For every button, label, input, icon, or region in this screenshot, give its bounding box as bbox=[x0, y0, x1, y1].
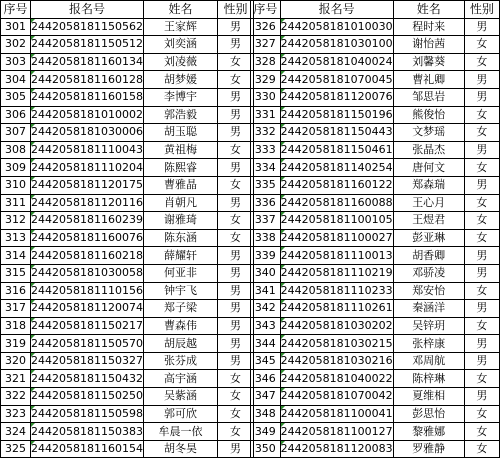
cell-no[interactable]: 345 bbox=[251, 352, 281, 370]
cell-name[interactable]: 胡玉聪 bbox=[143, 124, 217, 142]
cell-name[interactable]: 高宇涵 bbox=[143, 370, 217, 388]
cell-id[interactable]: 2442058181030215 bbox=[280, 335, 393, 353]
cell-sex[interactable]: 男 bbox=[217, 18, 253, 36]
cell-name[interactable]: 肖朝凡 bbox=[143, 194, 217, 212]
cell-no[interactable]: 320 bbox=[1, 352, 31, 370]
table-row bbox=[251, 423, 500, 441]
cell-id[interactable]: 2442058181160122 bbox=[280, 176, 393, 194]
cell-name[interactable]: 胡辰越 bbox=[143, 335, 217, 353]
table-row bbox=[251, 212, 500, 230]
cell-name[interactable]: 黄祖梅 bbox=[143, 141, 217, 159]
cell-no[interactable]: 324 bbox=[1, 423, 31, 441]
cell-sex[interactable]: 男 bbox=[464, 335, 499, 353]
cell-name[interactable]: 何亚非 bbox=[143, 264, 217, 282]
cell-name[interactable]: 郑安怡 bbox=[393, 282, 464, 300]
cell-name[interactable]: 薛耀轩 bbox=[143, 247, 217, 265]
table-row bbox=[251, 194, 500, 212]
cell-id[interactable]: 2442058181150598 bbox=[31, 405, 144, 423]
cell-no[interactable]: 344 bbox=[251, 335, 281, 353]
cell-no[interactable]: 319 bbox=[1, 335, 31, 353]
cell-no[interactable]: 330 bbox=[251, 88, 281, 106]
cell-sex[interactable]: 男 bbox=[217, 36, 253, 54]
cell-sex[interactable]: 男 bbox=[217, 335, 253, 353]
cell-sex[interactable]: 男 bbox=[464, 264, 499, 282]
cell-name[interactable]: 唐何文 bbox=[393, 159, 464, 177]
cell-no[interactable]: 318 bbox=[1, 317, 31, 335]
cell-id[interactable]: 2442058181070045 bbox=[280, 71, 393, 89]
cell-name[interactable]: 夏维相 bbox=[393, 388, 464, 406]
cell-name[interactable]: 文梦瑶 bbox=[393, 124, 464, 142]
cell-no[interactable]: 329 bbox=[251, 71, 281, 89]
cell-name[interactable]: 程时来 bbox=[393, 18, 464, 36]
cell-sex[interactable]: 女 bbox=[464, 53, 499, 71]
cell-sex[interactable]: 男 bbox=[464, 388, 499, 406]
header-no[interactable]: 序号 bbox=[1, 1, 31, 19]
cell-name[interactable]: 刘馨葵 bbox=[393, 53, 464, 71]
cell-sex[interactable]: 男 bbox=[464, 71, 499, 89]
cell-sex[interactable]: 男 bbox=[217, 317, 253, 335]
cell-name[interactable]: 刘凌薇 bbox=[143, 53, 217, 71]
table-row bbox=[1, 247, 254, 265]
cell-sex[interactable]: 女 bbox=[464, 423, 499, 441]
cell-no[interactable]: 332 bbox=[251, 124, 281, 142]
cell-sex[interactable]: 女 bbox=[464, 405, 499, 423]
cell-no[interactable]: 339 bbox=[251, 247, 281, 265]
cell-no[interactable]: 311 bbox=[1, 194, 31, 212]
cell-no[interactable]: 302 bbox=[1, 36, 31, 54]
roster-table-right bbox=[250, 0, 500, 458]
table-row bbox=[1, 370, 254, 388]
table-row bbox=[1, 71, 254, 89]
cell-no[interactable]: 308 bbox=[1, 141, 31, 159]
cell-id[interactable]: 2442058181030202 bbox=[280, 317, 393, 335]
cell-sex[interactable]: 男 bbox=[464, 352, 499, 370]
cell-id[interactable]: 2442058181010030 bbox=[280, 18, 393, 36]
cell-no[interactable]: 331 bbox=[251, 106, 281, 124]
cell-no[interactable]: 340 bbox=[251, 264, 281, 282]
cell-name[interactable]: 张晶杰 bbox=[393, 141, 464, 159]
cell-name[interactable]: 牟晨一依 bbox=[143, 423, 217, 441]
cell-id[interactable]: 2442058181100127 bbox=[280, 423, 393, 441]
cell-id[interactable]: 2442058181010002 bbox=[31, 106, 144, 124]
cell-name[interactable]: 胡梦媛 bbox=[143, 71, 217, 89]
cell-id[interactable]: 2442058181160128 bbox=[31, 71, 144, 89]
table-row bbox=[251, 229, 500, 247]
cell-id[interactable]: 2442058181150443 bbox=[280, 124, 393, 142]
cell-no[interactable]: 306 bbox=[1, 106, 31, 124]
cell-id[interactable]: 2442058181160154 bbox=[31, 440, 144, 458]
cell-id[interactable]: 2442058181120076 bbox=[280, 88, 393, 106]
cell-sex[interactable]: 男 bbox=[217, 300, 253, 318]
cell-sex[interactable]: 男 bbox=[217, 88, 253, 106]
cell-id[interactable]: 2442058181110204 bbox=[31, 159, 144, 177]
table-row bbox=[251, 264, 500, 282]
cell-no[interactable]: 348 bbox=[251, 405, 281, 423]
cell-name[interactable]: 谢怡茜 bbox=[393, 36, 464, 54]
cell-id[interactable]: 2442058181030100 bbox=[280, 36, 393, 54]
cell-sex[interactable]: 男 bbox=[464, 88, 499, 106]
cell-id[interactable]: 2442058181040024 bbox=[280, 53, 393, 71]
cell-no[interactable]: 304 bbox=[1, 71, 31, 89]
cell-sex[interactable]: 男 bbox=[217, 352, 253, 370]
cell-name[interactable]: 熊俊怡 bbox=[393, 106, 464, 124]
cell-name[interactable]: 陈东涵 bbox=[143, 229, 217, 247]
cell-name[interactable]: 李博宇 bbox=[143, 88, 217, 106]
cell-name[interactable]: 邹思岩 bbox=[393, 88, 464, 106]
cell-id[interactable]: 2442058181150217 bbox=[31, 317, 144, 335]
cell-sex[interactable]: 女 bbox=[464, 317, 499, 335]
cell-name[interactable]: 谢雅琦 bbox=[143, 212, 217, 230]
cell-name[interactable]: 张芬成 bbox=[143, 352, 217, 370]
cell-no[interactable]: 334 bbox=[251, 159, 281, 177]
cell-no[interactable]: 305 bbox=[1, 88, 31, 106]
table-row bbox=[1, 335, 254, 353]
cell-no[interactable]: 336 bbox=[251, 194, 281, 212]
table-row bbox=[251, 71, 500, 89]
cell-id[interactable]: 2442058181030058 bbox=[31, 264, 144, 282]
table-row bbox=[1, 264, 254, 282]
roster-body-right bbox=[251, 18, 500, 458]
cell-name[interactable]: 郭浩毅 bbox=[143, 106, 217, 124]
cell-name[interactable]: 郑子梁 bbox=[143, 300, 217, 318]
table-row bbox=[1, 159, 254, 177]
cell-sex[interactable]: 男 bbox=[217, 106, 253, 124]
cell-id[interactable]: 2442058181120074 bbox=[31, 300, 144, 318]
cell-name[interactable]: 邓周航 bbox=[393, 352, 464, 370]
cell-name[interactable]: 陈熙睿 bbox=[143, 159, 217, 177]
table-row bbox=[251, 352, 500, 370]
cell-sex[interactable]: 女 bbox=[217, 53, 253, 71]
cell-name[interactable]: 王煜君 bbox=[393, 212, 464, 230]
cell-id[interactable]: 2442058181070042 bbox=[280, 388, 393, 406]
cell-no[interactable]: 312 bbox=[1, 212, 31, 230]
cell-sex[interactable]: 女 bbox=[217, 71, 253, 89]
cell-name[interactable]: 黎雅娜 bbox=[393, 423, 464, 441]
cell-id[interactable]: 2442058181160076 bbox=[31, 229, 144, 247]
cell-name[interactable]: 郑森瑞 bbox=[393, 176, 464, 194]
cell-sex[interactable]: 女 bbox=[464, 370, 499, 388]
roster-body-left bbox=[1, 18, 254, 458]
cell-id[interactable]: 2442058181160239 bbox=[31, 212, 144, 230]
cell-sex[interactable]: 女 bbox=[464, 212, 499, 230]
cell-sex[interactable]: 女 bbox=[464, 124, 499, 142]
cell-no[interactable]: 321 bbox=[1, 370, 31, 388]
cell-no[interactable]: 341 bbox=[251, 282, 281, 300]
table-row bbox=[1, 176, 254, 194]
cell-sex[interactable]: 女 bbox=[217, 405, 253, 423]
cell-id[interactable]: 2442058181150250 bbox=[31, 388, 144, 406]
cell-sex[interactable]: 男 bbox=[217, 282, 253, 300]
cell-id[interactable]: 2442058181150432 bbox=[31, 370, 144, 388]
table-row bbox=[251, 282, 500, 300]
cell-sex[interactable]: 女 bbox=[217, 370, 253, 388]
header-name[interactable]: 姓名 bbox=[393, 1, 464, 19]
cell-name[interactable]: 刘奕涵 bbox=[143, 36, 217, 54]
cell-id[interactable]: 2442058181160218 bbox=[31, 247, 144, 265]
cell-no[interactable]: 325 bbox=[1, 440, 31, 458]
table-row bbox=[1, 106, 254, 124]
table-row bbox=[1, 317, 254, 335]
cell-sex[interactable]: 女 bbox=[464, 229, 499, 247]
cell-name[interactable]: 曹森伟 bbox=[143, 317, 217, 335]
cell-sex[interactable]: 男 bbox=[464, 176, 499, 194]
cell-no[interactable]: 309 bbox=[1, 159, 31, 177]
cell-name[interactable]: 曹礼卿 bbox=[393, 71, 464, 89]
cell-id[interactable]: 2442058181150383 bbox=[31, 423, 144, 441]
header-row bbox=[251, 1, 500, 19]
header-sex[interactable]: 性别 bbox=[464, 1, 499, 19]
cell-name[interactable]: 吴锌玥 bbox=[393, 317, 464, 335]
table-row bbox=[1, 141, 254, 159]
cell-id[interactable]: 2442058181150570 bbox=[31, 335, 144, 353]
cell-name[interactable]: 胡香卿 bbox=[393, 247, 464, 265]
cell-no[interactable]: 349 bbox=[251, 423, 281, 441]
cell-sex[interactable]: 女 bbox=[464, 440, 499, 458]
cell-id[interactable]: 2442058181100027 bbox=[280, 229, 393, 247]
cell-id[interactable]: 2442058181160088 bbox=[280, 194, 393, 212]
cell-no[interactable]: 310 bbox=[1, 176, 31, 194]
cell-no[interactable]: 335 bbox=[251, 176, 281, 194]
cell-no[interactable]: 343 bbox=[251, 317, 281, 335]
table-row bbox=[251, 53, 500, 71]
cell-name[interactable]: 曹雅晶 bbox=[143, 176, 217, 194]
cell-no[interactable]: 317 bbox=[1, 300, 31, 318]
cell-sex[interactable]: 女 bbox=[217, 176, 253, 194]
table-row bbox=[1, 352, 254, 370]
cell-id[interactable]: 2442058181110156 bbox=[31, 282, 144, 300]
header-name[interactable]: 姓名 bbox=[143, 1, 217, 19]
table-row bbox=[1, 212, 254, 230]
cell-id[interactable]: 2442058181110261 bbox=[280, 300, 393, 318]
cell-id[interactable]: 2442058181100105 bbox=[280, 212, 393, 230]
header-id[interactable]: 报名号 bbox=[280, 1, 393, 19]
cell-name[interactable]: 彭亚琳 bbox=[393, 229, 464, 247]
table-row bbox=[251, 247, 500, 265]
cell-no[interactable]: 322 bbox=[1, 388, 31, 406]
cell-name[interactable]: 胡冬昊 bbox=[143, 440, 217, 458]
table-row bbox=[1, 88, 254, 106]
cell-sex[interactable]: 男 bbox=[217, 159, 253, 177]
cell-sex[interactable]: 男 bbox=[217, 247, 253, 265]
table-row bbox=[251, 405, 500, 423]
table-row bbox=[251, 18, 500, 36]
cell-name[interactable]: 罗雅静 bbox=[393, 440, 464, 458]
table-row bbox=[1, 300, 254, 318]
cell-id[interactable]: 2442058181110013 bbox=[280, 247, 393, 265]
cell-sex[interactable]: 男 bbox=[217, 124, 253, 142]
header-row bbox=[1, 1, 254, 19]
cell-sex[interactable]: 女 bbox=[464, 282, 499, 300]
table-row bbox=[1, 18, 254, 36]
cell-no[interactable]: 347 bbox=[251, 388, 281, 406]
cell-sex[interactable]: 女 bbox=[464, 194, 499, 212]
cell-sex[interactable]: 女 bbox=[217, 212, 253, 230]
cell-sex[interactable]: 女 bbox=[464, 106, 499, 124]
table-row bbox=[251, 440, 500, 458]
cell-id[interactable]: 2442058181040022 bbox=[280, 370, 393, 388]
table-row bbox=[251, 176, 500, 194]
table-row bbox=[251, 141, 500, 159]
cell-id[interactable]: 2442058181030216 bbox=[280, 352, 393, 370]
table-row bbox=[1, 388, 254, 406]
table-row bbox=[1, 405, 254, 423]
cell-name[interactable]: 王家辉 bbox=[143, 18, 217, 36]
cell-id[interactable]: 2442058181160158 bbox=[31, 88, 144, 106]
cell-id[interactable]: 2442058181150512 bbox=[31, 36, 144, 54]
table-row bbox=[251, 335, 500, 353]
cell-sex[interactable]: 女 bbox=[217, 423, 253, 441]
cell-sex[interactable]: 女 bbox=[464, 36, 499, 54]
cell-no[interactable]: 326 bbox=[251, 18, 281, 36]
table-row bbox=[251, 317, 500, 335]
cell-sex[interactable]: 女 bbox=[464, 159, 499, 177]
cell-id[interactable]: 2442058181120083 bbox=[280, 440, 393, 458]
cell-no[interactable]: 316 bbox=[1, 282, 31, 300]
cell-no[interactable]: 307 bbox=[1, 124, 31, 142]
cell-id[interactable]: 2442058181110043 bbox=[31, 141, 144, 159]
cell-no[interactable]: 301 bbox=[1, 18, 31, 36]
cell-name[interactable]: 彭思怡 bbox=[393, 405, 464, 423]
table-row bbox=[1, 282, 254, 300]
cell-id[interactable]: 2442058181150461 bbox=[280, 141, 393, 159]
cell-sex[interactable]: 女 bbox=[217, 388, 253, 406]
cell-sex[interactable]: 男 bbox=[464, 141, 499, 159]
cell-id[interactable]: 2442058181100041 bbox=[280, 405, 393, 423]
cell-id[interactable]: 2442058181030006 bbox=[31, 124, 144, 142]
cell-name[interactable]: 张梓康 bbox=[393, 335, 464, 353]
table-row bbox=[1, 53, 254, 71]
table-row bbox=[251, 370, 500, 388]
table-row bbox=[1, 440, 254, 458]
cell-no[interactable]: 313 bbox=[1, 229, 31, 247]
cell-sex[interactable]: 女 bbox=[217, 141, 253, 159]
cell-name[interactable]: 秦涵洋 bbox=[393, 300, 464, 318]
table-row bbox=[251, 159, 500, 177]
cell-id[interactable]: 2442058181120175 bbox=[31, 176, 144, 194]
cell-name[interactable]: 邓骄凌 bbox=[393, 264, 464, 282]
cell-sex[interactable]: 男 bbox=[464, 18, 499, 36]
cell-name[interactable]: 陈梓琳 bbox=[393, 370, 464, 388]
cell-name[interactable]: 王心月 bbox=[393, 194, 464, 212]
table-row bbox=[251, 300, 500, 318]
table-row bbox=[1, 229, 254, 247]
cell-sex[interactable]: 男 bbox=[464, 247, 499, 265]
cell-sex[interactable]: 男 bbox=[464, 300, 499, 318]
cell-no[interactable]: 350 bbox=[251, 440, 281, 458]
cell-sex[interactable]: 女 bbox=[217, 229, 253, 247]
cell-id[interactable]: 2442058181150196 bbox=[280, 106, 393, 124]
cell-no[interactable]: 338 bbox=[251, 229, 281, 247]
table-row bbox=[1, 36, 254, 54]
cell-name[interactable]: 钟宇飞 bbox=[143, 282, 217, 300]
cell-name[interactable]: 吴紫涵 bbox=[143, 388, 217, 406]
table-row bbox=[1, 194, 254, 212]
cell-no[interactable]: 337 bbox=[251, 212, 281, 230]
cell-no[interactable]: 327 bbox=[251, 36, 281, 54]
cell-no[interactable]: 323 bbox=[1, 405, 31, 423]
header-no[interactable]: 序号 bbox=[251, 1, 281, 19]
cell-id[interactable]: 2442058181120116 bbox=[31, 194, 144, 212]
table-row bbox=[251, 124, 500, 142]
cell-sex[interactable]: 男 bbox=[217, 264, 253, 282]
table-row bbox=[251, 388, 500, 406]
cell-id[interactable]: 2442058181140254 bbox=[280, 159, 393, 177]
cell-id[interactable]: 2442058181150562 bbox=[31, 18, 144, 36]
cell-id[interactable]: 2442058181110233 bbox=[280, 282, 393, 300]
cell-id[interactable]: 2442058181160134 bbox=[31, 53, 144, 71]
header-id[interactable]: 报名号 bbox=[31, 1, 144, 19]
cell-sex[interactable]: 男 bbox=[217, 440, 253, 458]
cell-no[interactable]: 346 bbox=[251, 370, 281, 388]
cell-name[interactable]: 郭可欣 bbox=[143, 405, 217, 423]
cell-no[interactable]: 328 bbox=[251, 53, 281, 71]
cell-no[interactable]: 303 bbox=[1, 53, 31, 71]
header-sex[interactable]: 性别 bbox=[217, 1, 253, 19]
cell-id[interactable]: 2442058181110219 bbox=[280, 264, 393, 282]
table-row bbox=[251, 106, 500, 124]
cell-no[interactable]: 315 bbox=[1, 264, 31, 282]
table-row bbox=[1, 423, 254, 441]
cell-no[interactable]: 314 bbox=[1, 247, 31, 265]
table-row bbox=[1, 124, 254, 142]
cell-no[interactable]: 342 bbox=[251, 300, 281, 318]
table-row bbox=[251, 88, 500, 106]
table-row bbox=[251, 36, 500, 54]
cell-id[interactable]: 2442058181150327 bbox=[31, 352, 144, 370]
cell-no[interactable]: 333 bbox=[251, 141, 281, 159]
cell-sex[interactable]: 男 bbox=[217, 194, 253, 212]
